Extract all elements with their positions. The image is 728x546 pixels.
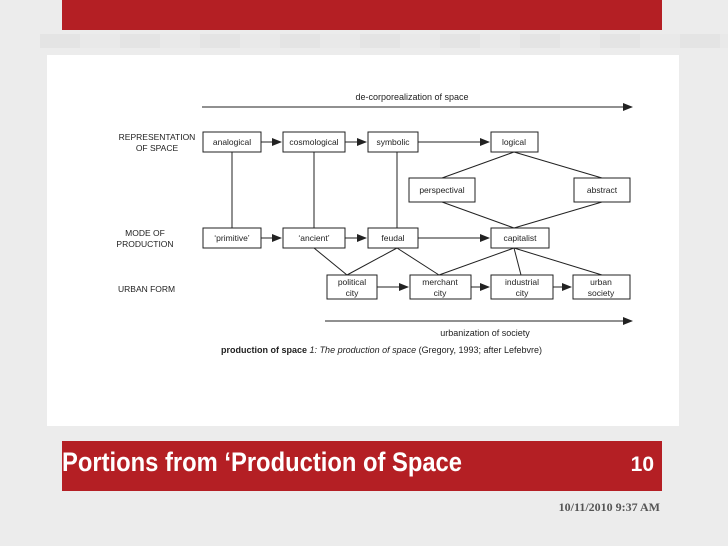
decorative-strip: [40, 34, 728, 48]
box-capitalist: [491, 228, 549, 248]
box-merchant-city: [410, 275, 471, 299]
box-feudal: [368, 228, 418, 248]
box-label: cosmological: [289, 137, 339, 147]
box-analogical: [203, 132, 261, 152]
slide-title: Portions from ‘Production of Space: [62, 447, 462, 477]
box-label-line1: merchant: [422, 277, 458, 287]
box-perspectival: [409, 178, 475, 202]
box-label: ‘ancient’: [298, 233, 330, 243]
box-logical: [491, 132, 538, 152]
box-label: symbolic: [376, 137, 410, 147]
box-symbolic: [368, 132, 418, 152]
row-label-urban-form: URBAN FORM: [118, 284, 176, 294]
box-industrial-city: [491, 275, 553, 299]
box-label: analogical: [212, 137, 252, 147]
top-accent-bar: [62, 0, 662, 30]
slide-timestamp: 10/11/2010 9:37 AM: [558, 500, 660, 514]
row-label-mode-1: MODE OF: [125, 228, 165, 238]
box-label-line2: city: [345, 288, 359, 298]
box-label-line1: urban: [590, 277, 612, 287]
caption-rest: (Gregory, 1993; after Lefebvre): [418, 345, 543, 355]
box-label: perspectival: [419, 185, 465, 195]
box-ancient: [283, 228, 345, 248]
row-label-representation-1: REPRESENTATION: [118, 132, 196, 142]
caption-italic: The production of space: [319, 345, 417, 355]
box-label-line2: society: [587, 288, 615, 298]
box-label-line1: political: [337, 277, 367, 287]
box-label-line1: industrial: [504, 277, 540, 287]
page-number: 10: [630, 453, 654, 476]
bottom-arrow-label: urbanization of society: [440, 328, 530, 338]
box-cosmological: [283, 132, 345, 152]
box-label: logical: [501, 137, 527, 147]
box-label-line2: city: [515, 288, 529, 298]
title-bar: [62, 441, 662, 491]
box-urban-society: [573, 275, 630, 299]
box-label: capitalist: [503, 233, 537, 243]
box-label: feudal: [381, 233, 405, 243]
diagram-connectors: [232, 142, 602, 287]
row-label-representation-2: OF SPACE: [135, 143, 179, 153]
top-arrow-label: de-corporealization of space: [355, 92, 469, 102]
caption-bold: production of space: [221, 345, 308, 355]
box-political-city: [327, 275, 377, 299]
figure-caption: [221, 345, 542, 355]
box-abstract: [574, 178, 630, 202]
box-label: abstract: [586, 185, 618, 195]
box-label-line2: city: [433, 288, 447, 298]
production-of-space-diagram: [47, 55, 679, 426]
diagram-figure: [47, 55, 679, 426]
box-label: ‘primitive’: [214, 233, 250, 243]
caption-number: 1:: [309, 345, 318, 355]
box-primitive: [203, 228, 261, 248]
row-label-mode-2: PRODUCTION: [116, 239, 174, 249]
